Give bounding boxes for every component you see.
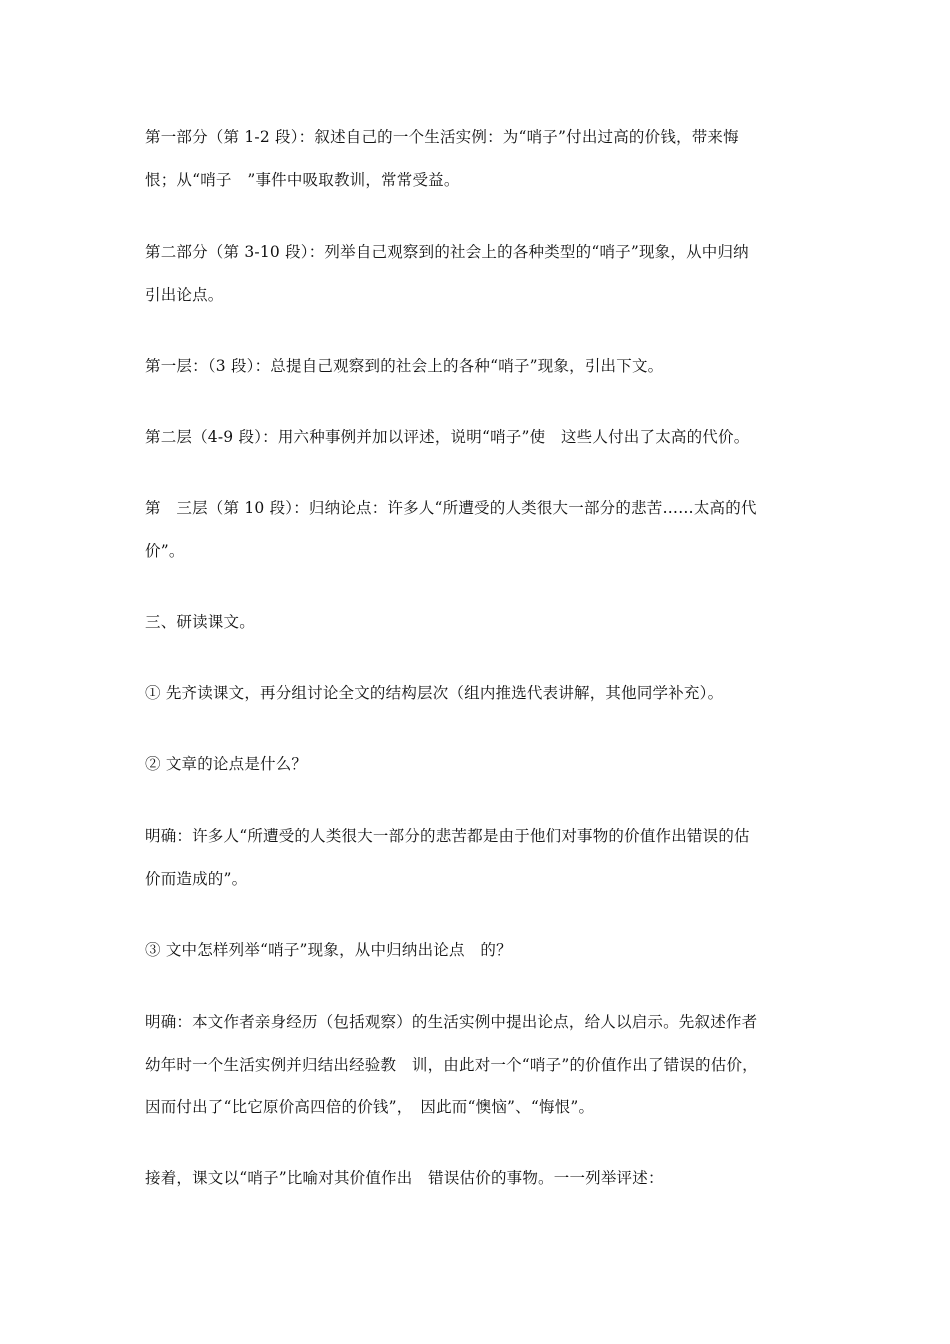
answer-three-line-2: 幼年时一个生活实例并归结出经验教 训，由此对一个“哨子”的价值作出了错误的估价， [145,1056,758,1074]
question-one: ① 先齐读课文，再分组讨论全文的结构层次（组内推选代表讲解，其他同学补充）。 [145,684,724,702]
part-two-line-1: 第二部分（第 3-10 段）：列举自己观察到的社会上的各种类型的“哨子”现象，从中归纳 [145,243,749,261]
layer-two-line: 第二层（4-9 段）：用六种事例并加以评述，说明“哨子”使 这些人付出了太高的代价。 [145,428,750,446]
answer-three-line-3: 因而付出了“比它原价高四倍的价钱”， 因此而“懊恼”、“悔恨”。 [145,1098,595,1116]
part-one-line-2: 恨；从“哨子 ”事件中吸取教训，常常受益。 [145,171,460,189]
question-two: ② 文章的论点是什么？ [145,755,308,773]
answer-two-line-2: 价而造成的”。 [145,870,248,888]
answer-two-line-1: 明确：许多人“所遭受的人类很大一部分的悲苦都是由于他们对事物的价值作出错误的估 [145,827,750,845]
layer-one-line: 第一层：（3 段）：总提自己观察到的社会上的各种“哨子”现象，引出下文。 [145,357,664,375]
answer-three-line-1: 明确：本文作者亲身经历（包括观察）的生活实例中提出论点，给人以启示。先叙述作者 [145,1013,758,1031]
part-one-line-1: 第一部分（第 1-2 段）：叙述自己的一个生活实例：为“哨子”付出过高的价钱，带来悔 [145,128,739,146]
layer-three-line-2: 价”。 [145,542,185,560]
section-three-heading: 三、研读课文。 [145,613,255,631]
question-three: ③ 文中怎样列举“哨子”现象，从中归纳出论点 的？ [145,941,512,959]
layer-three-line-1: 第 三层（第 10 段）：归纳论点：许多人“所遭受的人类很大一部分的悲苦……太高的代 [145,499,757,517]
continuation-line: 接着，课文以“哨子”比喻对其价值作出 错误估价的事物。一一列举评述： [145,1169,664,1187]
part-two-line-2: 引出论点。 [145,286,224,304]
